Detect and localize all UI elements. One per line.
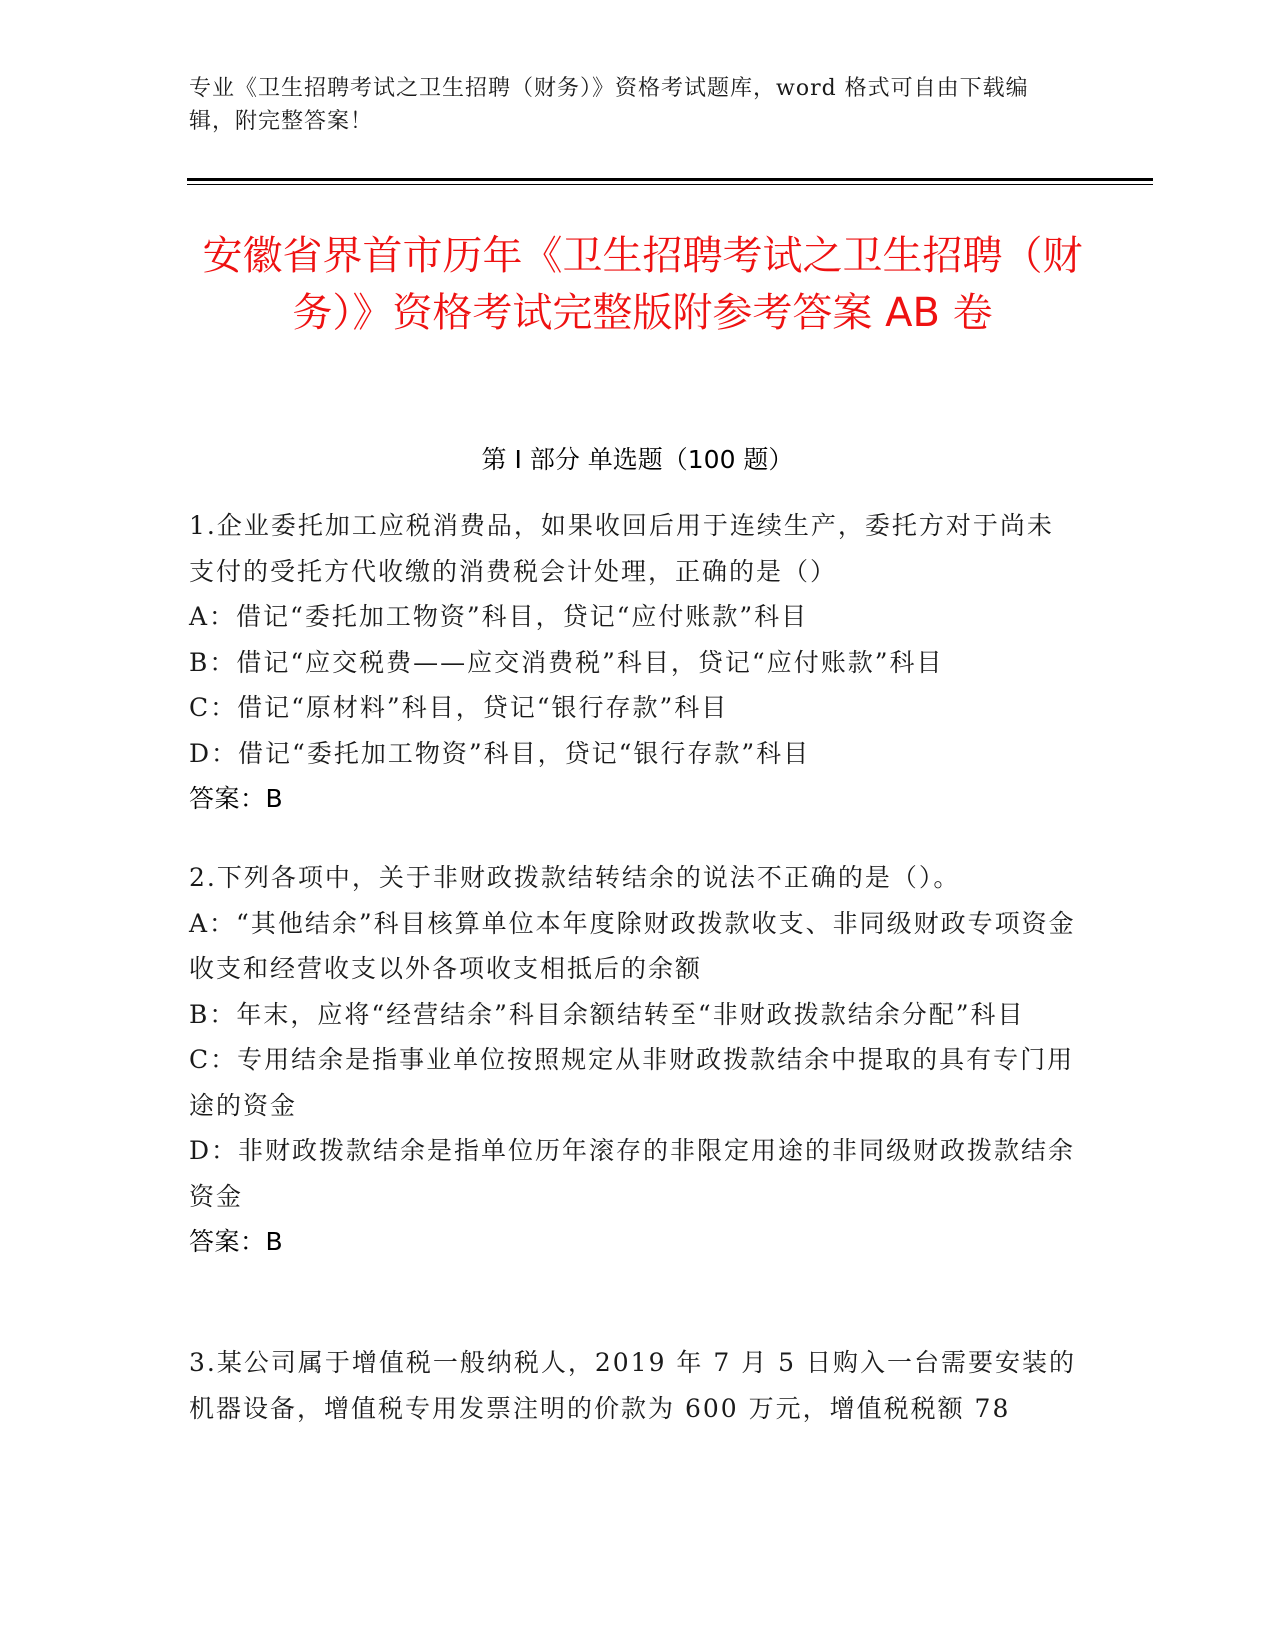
answer: 答案：B bbox=[189, 1227, 284, 1256]
header-rule-thin bbox=[187, 184, 1153, 185]
question-2 bbox=[189, 855, 1079, 1265]
question-1 bbox=[189, 503, 1079, 822]
header-note: 专业《卫生招聘考试之卫生招聘（财务）》资格考试题库，word 格式可自由下载编辑，附完整答案！ bbox=[189, 76, 1029, 134]
question-stem: 2.下列各项中，关于非财政拨款结转结余的说法不正确的是（）。 bbox=[189, 863, 961, 892]
header-rule-thick bbox=[187, 178, 1153, 181]
answer: 答案：B bbox=[189, 784, 284, 813]
option-c: C：借记“原材料”科目，贷记“银行存款”科目 bbox=[189, 693, 729, 722]
document-title: 安徽省界首市历年《卫生招聘考试之卫生招聘（财务）》资格考试完整版附参考答案 AB 卷 bbox=[202, 233, 1083, 336]
question-3 bbox=[189, 1340, 1079, 1431]
option-d: D：借记“委托加工物资”科目，贷记“银行存款”科目 bbox=[189, 738, 811, 768]
option-d: D：非财政拨款结余是指单位历年滚存的非限定用途的非同级财政拨款结余资金 bbox=[189, 1136, 1076, 1211]
question-stem: 1.企业委托加工应税消费品，如果收回后用于连续生产，委托方对于尚未支付的受托方代收缴的消费税会计处理，正确的是（） bbox=[189, 511, 1054, 586]
section-heading: 第 I 部分 单选题（100 题） bbox=[481, 445, 794, 474]
option-b: B：年末，应将“经营结余”科目余额结转至“非财政拨款结余分配”科目 bbox=[189, 999, 1025, 1029]
question-stem: 3.某公司属于增值税一般纳税人，2019 年 7 月 5 日购入一台需要安装的机器设备，增值税专用发票注明的价款为 600 万元，增值税税额 78 bbox=[189, 1348, 1077, 1423]
option-c: C：专用结余是指事业单位按照规定从非财政拨款结余中提取的具有专门用途的资金 bbox=[189, 1045, 1075, 1120]
option-a: A：“其他结余”科目核算单位本年度除财政拨款收支、非同级财政专项资金收支和经营收支以外各项收支相抵后的余额 bbox=[189, 908, 1076, 983]
option-a: A：借记“委托加工物资”科目，贷记“应付账款”科目 bbox=[189, 602, 809, 631]
option-b: B：借记“应交税费——应交消费税”科目，贷记“应付账款”科目 bbox=[189, 647, 944, 677]
